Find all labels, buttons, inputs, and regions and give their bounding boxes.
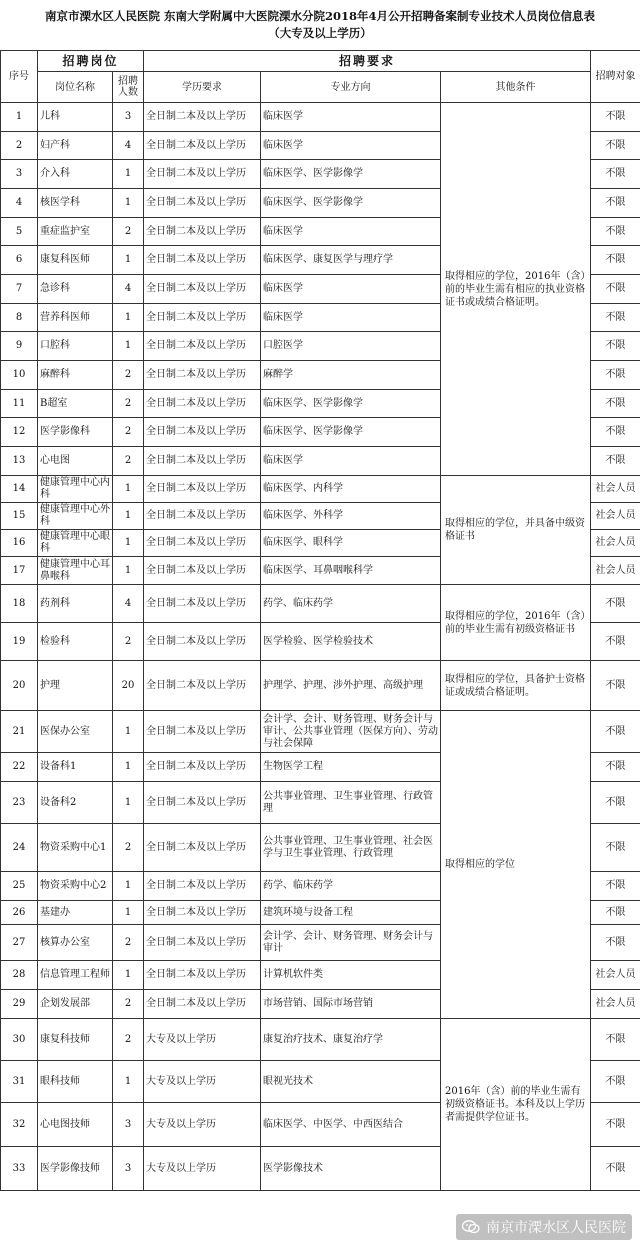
table-row xyxy=(1,476,640,503)
row-education: 全日制二本及以上学历 xyxy=(144,304,261,332)
row-other-conditions: 取得相应的学位 xyxy=(441,711,591,1019)
row-target: 社会人员 xyxy=(591,557,640,585)
row-target: 不限 xyxy=(591,332,640,361)
row-target: 不限 xyxy=(591,361,640,390)
row-count: 2 xyxy=(113,218,144,246)
row-post-name: 健康管理中心内科 xyxy=(38,476,113,503)
row-post-name: 麻醉科 xyxy=(38,361,113,390)
row-education: 全日制二本及以上学历 xyxy=(144,753,261,782)
row-education: 全日制二本及以上学历 xyxy=(144,418,261,447)
header-seq: 序号 xyxy=(1,51,38,103)
row-target: 不限 xyxy=(591,824,640,872)
row-other-conditions: 取得相应的学位，2016年（含）前的毕业生需有初级资格证书 xyxy=(441,585,591,661)
header-target: 招聘对象 xyxy=(591,51,640,103)
row-education: 全日制二本及以上学历 xyxy=(144,585,261,623)
row-count: 3 xyxy=(113,103,144,132)
row-major: 口腔医学 xyxy=(261,332,441,361)
row-post-name: 医学影像技师 xyxy=(38,1147,113,1191)
row-other-conditions: 取得相应的学位，具备护士资格证或成绩合格证明。 xyxy=(441,661,591,711)
row-major: 临床医学、康复医学与理疗学 xyxy=(261,246,441,275)
row-post-name: 医保办公室 xyxy=(38,711,113,753)
row-education: 全日制二本及以上学历 xyxy=(144,160,261,189)
row-education: 全日制二本及以上学历 xyxy=(144,503,261,530)
row-post-name: 儿科 xyxy=(38,103,113,132)
row-major: 麻醉学 xyxy=(261,361,441,390)
row-education: 全日制二本及以上学历 xyxy=(144,103,261,132)
row-count: 1 xyxy=(113,557,144,585)
row-education: 全日制二本及以上学历 xyxy=(144,925,261,961)
header-major: 专业方向 xyxy=(261,72,441,103)
row-target: 不限 xyxy=(591,447,640,476)
row-major: 医学检验、医学检验技术 xyxy=(261,623,441,661)
row-count: 2 xyxy=(113,990,144,1019)
row-post-name: 急诊科 xyxy=(38,275,113,304)
row-seq: 23 xyxy=(1,782,38,824)
row-seq: 27 xyxy=(1,925,38,961)
row-post-name: 护理 xyxy=(38,661,113,711)
row-education: 全日制二本及以上学历 xyxy=(144,623,261,661)
row-count: 2 xyxy=(113,418,144,447)
row-seq: 19 xyxy=(1,623,38,661)
row-seq: 14 xyxy=(1,476,38,503)
table-row xyxy=(1,711,640,753)
row-major: 临床医学、眼科学 xyxy=(261,530,441,557)
row-target: 不限 xyxy=(591,103,640,132)
row-education: 全日制二本及以上学历 xyxy=(144,218,261,246)
row-target: 不限 xyxy=(591,753,640,782)
row-seq: 5 xyxy=(1,218,38,246)
row-seq: 28 xyxy=(1,961,38,990)
row-target: 不限 xyxy=(591,661,640,711)
row-education: 全日制二本及以上学历 xyxy=(144,189,261,218)
row-count: 1 xyxy=(113,332,144,361)
row-post-name: 设备科2 xyxy=(38,782,113,824)
row-count: 3 xyxy=(113,1103,144,1147)
row-target: 不限 xyxy=(591,711,640,753)
wechat-icon xyxy=(462,1220,480,1234)
row-target: 社会人员 xyxy=(591,476,640,503)
row-seq: 13 xyxy=(1,447,38,476)
row-education: 全日制二本及以上学历 xyxy=(144,872,261,901)
row-education: 大专及以上学历 xyxy=(144,1019,261,1061)
row-target: 不限 xyxy=(591,1019,640,1061)
row-education: 全日制二本及以上学历 xyxy=(144,332,261,361)
row-major: 临床医学 xyxy=(261,103,441,132)
row-post-name: 康复科技师 xyxy=(38,1019,113,1061)
row-education: 全日制二本及以上学历 xyxy=(144,711,261,753)
row-post-name: 口腔科 xyxy=(38,332,113,361)
row-seq: 32 xyxy=(1,1103,38,1147)
row-count: 2 xyxy=(113,390,144,418)
row-seq: 6 xyxy=(1,246,38,275)
row-seq: 15 xyxy=(1,503,38,530)
row-education: 全日制二本及以上学历 xyxy=(144,275,261,304)
row-major: 临床医学 xyxy=(261,218,441,246)
row-major: 临床医学、医学影像学 xyxy=(261,418,441,447)
row-education: 全日制二本及以上学历 xyxy=(144,557,261,585)
row-target: 不限 xyxy=(591,418,640,447)
row-seq: 24 xyxy=(1,824,38,872)
row-seq: 9 xyxy=(1,332,38,361)
row-count: 2 xyxy=(113,925,144,961)
row-major: 医学影像技术 xyxy=(261,1147,441,1191)
row-post-name: 物资采购中心1 xyxy=(38,824,113,872)
row-target: 不限 xyxy=(591,782,640,824)
row-count: 2 xyxy=(113,623,144,661)
row-seq: 17 xyxy=(1,557,38,585)
row-education: 全日制二本及以上学历 xyxy=(144,132,261,160)
row-count: 4 xyxy=(113,585,144,623)
title-line-1: 南京市溧水区人民医院 东南大学附属中大医院溧水分院2018年4月公开招聘备案制专业技术人员岗位信息表 xyxy=(44,9,595,23)
row-post-name: 眼科技师 xyxy=(38,1061,113,1103)
row-post-name: 医学影像科 xyxy=(38,418,113,447)
row-target: 社会人员 xyxy=(591,961,640,990)
row-count: 1 xyxy=(113,476,144,503)
row-post-name: 基建办 xyxy=(38,901,113,925)
row-education: 全日制二本及以上学历 xyxy=(144,361,261,390)
row-target: 社会人员 xyxy=(591,530,640,557)
row-target: 不限 xyxy=(591,925,640,961)
row-seq: 26 xyxy=(1,901,38,925)
row-education: 全日制二本及以上学历 xyxy=(144,990,261,1019)
row-major: 临床医学 xyxy=(261,447,441,476)
row-major: 临床医学、医学影像学 xyxy=(261,189,441,218)
row-post-name: 健康管理中心外科 xyxy=(38,503,113,530)
row-target: 不限 xyxy=(591,901,640,925)
row-major: 临床医学、内科学 xyxy=(261,476,441,503)
row-count: 1 xyxy=(113,246,144,275)
row-major: 建筑环境与设备工程 xyxy=(261,901,441,925)
row-seq: 11 xyxy=(1,390,38,418)
row-education: 全日制二本及以上学历 xyxy=(144,246,261,275)
watermark-text: 南京市溧水区人民医院 xyxy=(486,1220,626,1236)
recruitment-table xyxy=(0,50,640,1191)
row-post-name: 核医学科 xyxy=(38,189,113,218)
row-post-name: 康复科医师 xyxy=(38,246,113,275)
row-target: 不限 xyxy=(591,872,640,901)
row-count: 1 xyxy=(113,189,144,218)
row-post-name: 健康管理中心眼科 xyxy=(38,530,113,557)
row-post-name: 健康管理中心耳鼻喉科 xyxy=(38,557,113,585)
row-count: 1 xyxy=(113,1061,144,1103)
row-count: 1 xyxy=(113,872,144,901)
row-seq: 1 xyxy=(1,103,38,132)
row-major: 公共事业管理、卫生事业管理、社会医学与卫生事业管理、行政管理 xyxy=(261,824,441,872)
header-recruit-post: 招聘岗位 xyxy=(38,51,144,72)
row-major: 临床医学、医学影像学 xyxy=(261,160,441,189)
row-major: 会计学、会计、财务管理、财务会计与审计 xyxy=(261,925,441,961)
table-row xyxy=(1,661,640,711)
row-seq: 29 xyxy=(1,990,38,1019)
row-count: 1 xyxy=(113,753,144,782)
row-target: 社会人员 xyxy=(591,503,640,530)
row-seq: 31 xyxy=(1,1061,38,1103)
row-count: 1 xyxy=(113,503,144,530)
row-major: 临床医学 xyxy=(261,132,441,160)
row-seq: 7 xyxy=(1,275,38,304)
row-post-name: 介入科 xyxy=(38,160,113,189)
row-target: 不限 xyxy=(591,218,640,246)
row-major: 公共事业管理、卫生事业管理、行政管理 xyxy=(261,782,441,824)
row-count: 20 xyxy=(113,661,144,711)
row-seq: 2 xyxy=(1,132,38,160)
row-major: 会计学、会计、财务管理、财务会计与审计、公共事业管理（医保方向）、劳动与社会保障 xyxy=(261,711,441,753)
row-count: 1 xyxy=(113,160,144,189)
row-target: 不限 xyxy=(591,160,640,189)
header-other: 其他条件 xyxy=(441,72,591,103)
row-target: 不限 xyxy=(591,623,640,661)
row-major: 临床医学、外科学 xyxy=(261,503,441,530)
row-target: 不限 xyxy=(591,1061,640,1103)
row-target: 不限 xyxy=(591,304,640,332)
row-major: 临床医学、医学影像学 xyxy=(261,390,441,418)
table-row xyxy=(1,1019,640,1061)
row-count: 1 xyxy=(113,711,144,753)
row-count: 1 xyxy=(113,961,144,990)
row-major: 临床医学 xyxy=(261,304,441,332)
row-education: 全日制二本及以上学历 xyxy=(144,447,261,476)
row-education: 大专及以上学历 xyxy=(144,1103,261,1147)
row-target: 不限 xyxy=(591,246,640,275)
row-major: 临床医学、中医学、中西医结合 xyxy=(261,1103,441,1147)
header-requirements: 招聘要求 xyxy=(144,51,591,72)
row-target: 不限 xyxy=(591,189,640,218)
row-seq: 4 xyxy=(1,189,38,218)
title-line-2: （大专及以上学历） xyxy=(268,26,372,40)
row-education: 全日制二本及以上学历 xyxy=(144,390,261,418)
header-post-name: 岗位名称 xyxy=(38,72,113,103)
row-post-name: 物资采购中心2 xyxy=(38,872,113,901)
row-seq: 18 xyxy=(1,585,38,623)
row-education: 大专及以上学历 xyxy=(144,1147,261,1191)
row-education: 全日制二本及以上学历 xyxy=(144,961,261,990)
row-seq: 20 xyxy=(1,661,38,711)
row-major: 药学、临床药学 xyxy=(261,872,441,901)
row-post-name: 重症监护室 xyxy=(38,218,113,246)
header-count: 招聘人数 xyxy=(113,72,144,103)
row-target: 不限 xyxy=(591,1103,640,1147)
row-major: 临床医学 xyxy=(261,275,441,304)
row-post-name: 心电图 xyxy=(38,447,113,476)
document-title xyxy=(0,8,640,42)
row-major: 临床医学、耳鼻咽喉科学 xyxy=(261,557,441,585)
row-post-name: B超室 xyxy=(38,390,113,418)
row-target: 不限 xyxy=(591,1147,640,1191)
row-post-name: 妇产科 xyxy=(38,132,113,160)
row-target: 社会人员 xyxy=(591,990,640,1019)
row-post-name: 信息管理工程师 xyxy=(38,961,113,990)
table-row xyxy=(1,103,640,132)
row-seq: 8 xyxy=(1,304,38,332)
row-seq: 30 xyxy=(1,1019,38,1061)
row-seq: 16 xyxy=(1,530,38,557)
row-major: 生物医学工程 xyxy=(261,753,441,782)
row-major: 眼视光技术 xyxy=(261,1061,441,1103)
row-count: 4 xyxy=(113,275,144,304)
row-other-conditions: 2016年（含）前的毕业生需有初级资格证书。本科及以上学历者需提供学位证书。 xyxy=(441,1019,591,1191)
row-major: 计算机软件类 xyxy=(261,961,441,990)
row-major: 康复治疗技术、康复治疗学 xyxy=(261,1019,441,1061)
row-post-name: 检验科 xyxy=(38,623,113,661)
row-count: 1 xyxy=(113,901,144,925)
row-seq: 22 xyxy=(1,753,38,782)
row-major: 市场营销、国际市场营销 xyxy=(261,990,441,1019)
row-seq: 12 xyxy=(1,418,38,447)
row-seq: 21 xyxy=(1,711,38,753)
row-target: 不限 xyxy=(591,275,640,304)
row-major: 护理学、护理、涉外护理、高级护理 xyxy=(261,661,441,711)
row-other-conditions: 取得相应的学位，并具备中级资格证书 xyxy=(441,476,591,585)
row-count: 2 xyxy=(113,447,144,476)
row-seq: 3 xyxy=(1,160,38,189)
row-education: 全日制二本及以上学历 xyxy=(144,782,261,824)
row-target: 不限 xyxy=(591,390,640,418)
row-seq: 10 xyxy=(1,361,38,390)
row-major: 药学、临床药学 xyxy=(261,585,441,623)
row-post-name: 设备科1 xyxy=(38,753,113,782)
row-target: 不限 xyxy=(591,585,640,623)
row-count: 1 xyxy=(113,304,144,332)
row-seq: 25 xyxy=(1,872,38,901)
row-count: 1 xyxy=(113,782,144,824)
row-post-name: 企划发展部 xyxy=(38,990,113,1019)
header-edu: 学历要求 xyxy=(144,72,261,103)
row-count: 2 xyxy=(113,1019,144,1061)
row-post-name: 心电图技师 xyxy=(38,1103,113,1147)
row-count: 2 xyxy=(113,361,144,390)
row-other-conditions: 取得相应的学位，2016年（含）前的毕业生需有相应的执业资格证书或成绩合格证明。 xyxy=(441,103,591,476)
row-seq: 33 xyxy=(1,1147,38,1191)
row-education: 全日制二本及以上学历 xyxy=(144,476,261,503)
table-body xyxy=(1,51,640,1191)
row-count: 1 xyxy=(113,530,144,557)
header-row-1 xyxy=(1,51,640,72)
row-education: 全日制二本及以上学历 xyxy=(144,661,261,711)
row-education: 全日制二本及以上学历 xyxy=(144,530,261,557)
row-post-name: 营养科医师 xyxy=(38,304,113,332)
row-education: 全日制二本及以上学历 xyxy=(144,901,261,925)
row-target: 不限 xyxy=(591,132,640,160)
row-education: 全日制二本及以上学历 xyxy=(144,824,261,872)
row-count: 2 xyxy=(113,824,144,872)
row-count: 3 xyxy=(113,1147,144,1191)
row-post-name: 药剂科 xyxy=(38,585,113,623)
header-row-2 xyxy=(1,72,640,103)
row-education: 大专及以上学历 xyxy=(144,1061,261,1103)
row-count: 4 xyxy=(113,132,144,160)
table-row xyxy=(1,585,640,623)
row-post-name: 核算办公室 xyxy=(38,925,113,961)
watermark xyxy=(456,1214,632,1240)
